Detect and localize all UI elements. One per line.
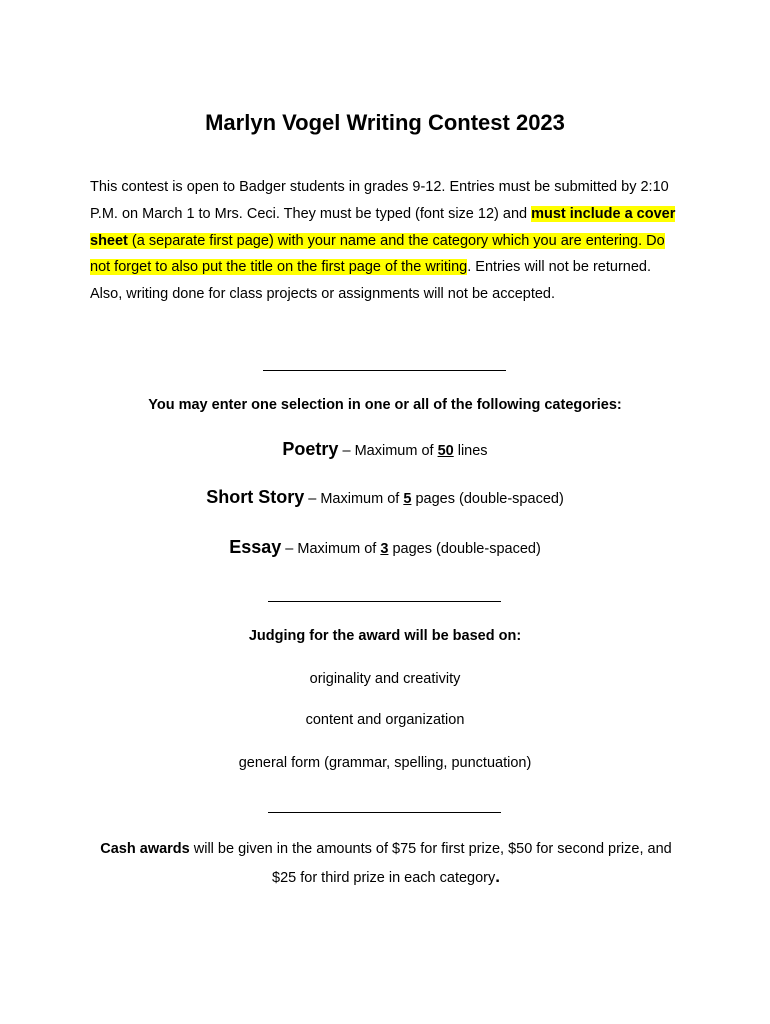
category-limit-number: 3 [380,541,389,557]
awards-text: will be given in the amounts of $75 for first prize, $50 for second prize, and $25 for third prize in each category [189,841,672,886]
awards-paragraph [90,836,682,892]
category-name: Poetry [282,439,339,459]
category-limit-pre: – Maximum of [304,491,404,507]
category-short-story [0,487,770,508]
highlighted-bold-text: must include a cover sheet [90,205,676,249]
divider-3 [268,812,501,813]
category-limit-pre: – Maximum of [281,541,381,557]
intro-text-2: . Entries will not be returned. Also, writing done for class projects or assignments will not be accepted. [90,259,651,303]
category-limit-number: 50 [437,443,454,459]
criterion-item: content and organization [305,712,465,728]
criterion-item: originality and creativity [309,671,461,687]
category-essay [0,537,770,558]
categories-heading: You may enter one selection in one or all of the following categories: [148,397,622,413]
awards-bold: Cash awards [100,841,190,857]
divider-2 [268,601,501,602]
page-title: Marlyn Vogel Writing Contest 2023 [205,110,565,135]
category-name: Essay [229,537,282,557]
category-limit-pre: – Maximum of [338,443,438,459]
awards-end: . [495,867,500,886]
criterion-item: general form (grammar, spelling, punctuation) [238,755,532,771]
intro-text-1: This contest is open to Badger students in grades 9-12. Entries must be submitted by 2:10 P.M. on March 1 to Mrs. Ceci. They must be typed (font size 12) and [90,179,669,222]
category-limit-number: 5 [403,491,412,507]
category-limit-post: pages (double-spaced) [388,541,541,557]
judging-heading: Judging for the award will be based on: [248,628,522,644]
category-poetry [0,439,770,460]
highlighted-text: (a separate first page) with your name and the category which you are entering. Do not forget to also put the title on the first page of the writing [90,232,665,276]
divider-1 [263,370,506,371]
intro-paragraph [90,174,682,308]
category-limit-post: lines [453,443,488,459]
category-name: Short Story [206,487,305,507]
category-limit-post: pages (double-spaced) [411,491,564,507]
